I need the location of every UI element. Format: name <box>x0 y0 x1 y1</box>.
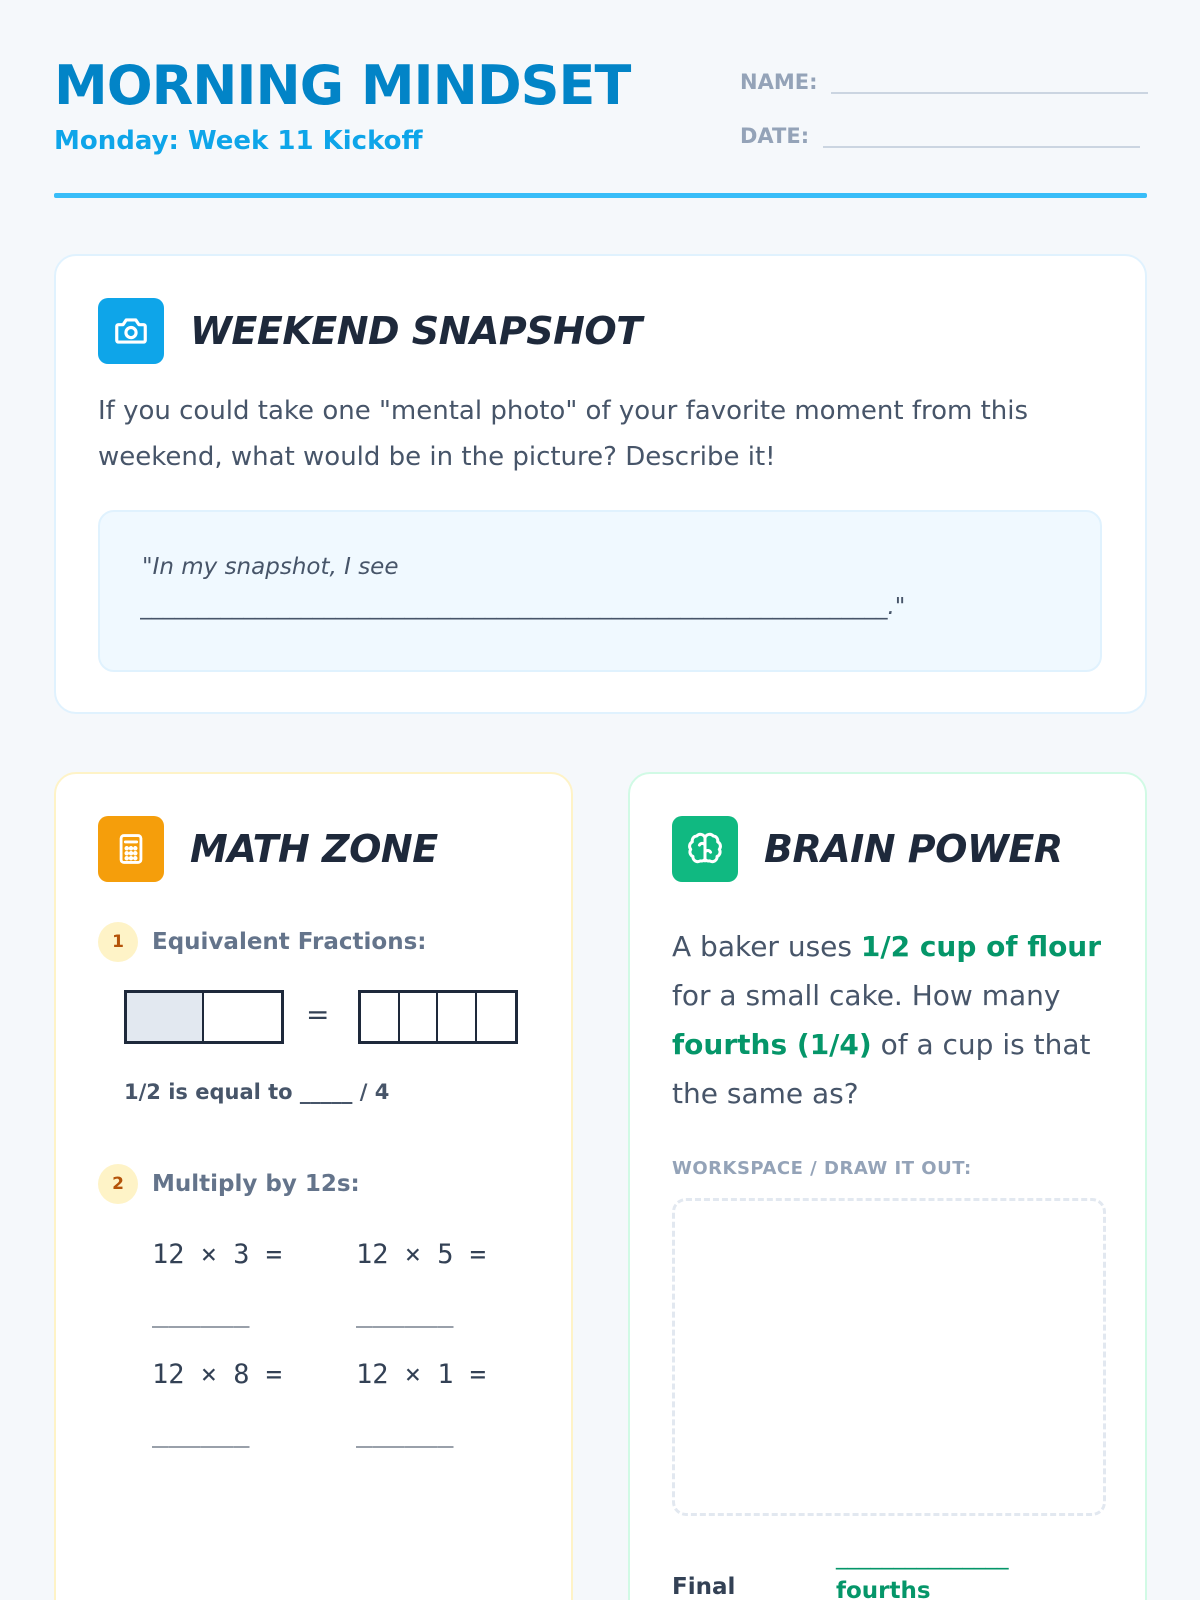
problem-text: for a small cake. How many <box>672 979 1061 1012</box>
final-answer-label: Final <box>672 1574 736 1600</box>
multiplication-problem[interactable] <box>356 1346 526 1462</box>
card-header <box>98 298 642 364</box>
header <box>54 52 630 156</box>
multiplication-problem[interactable] <box>356 1226 526 1342</box>
equivalence-statement[interactable]: 1/2 is equal to _____ / 4 <box>124 1080 390 1104</box>
answer-blank[interactable]: ______ <box>152 1297 250 1328</box>
problem-text: of a cup is that the same as? <box>672 1028 1091 1110</box>
page-subtitle: Monday: Week 11 Kickoff <box>54 126 423 156</box>
multiplication-problem[interactable] <box>152 1346 322 1462</box>
date-field[interactable] <box>740 124 1140 148</box>
math-zone-card <box>54 772 573 1600</box>
weekend-snapshot-card <box>54 254 1147 714</box>
halves-model <box>124 990 284 1044</box>
problem-text: A baker uses <box>672 930 861 963</box>
workspace-area[interactable] <box>672 1198 1106 1516</box>
multiplication-problem[interactable] <box>152 1226 322 1342</box>
response-starter: "In my snapshot, I see <box>142 554 399 580</box>
name-line[interactable] <box>831 92 1148 94</box>
fourth-cell[interactable] <box>400 993 439 1041</box>
card-header <box>98 816 438 882</box>
card-header <box>672 816 1063 882</box>
date-label: DATE: <box>740 124 810 148</box>
final-answer-unit: fourths <box>836 1578 931 1600</box>
highlight-flour: 1/2 cup of flour <box>860 930 1102 963</box>
problem-expression: 12 × 8 = <box>152 1359 283 1390</box>
name-label: NAME: <box>740 70 818 94</box>
step-equivalent-fractions <box>98 922 426 962</box>
answer-blank[interactable]: ______ <box>356 1297 454 1328</box>
name-field[interactable] <box>740 70 1148 94</box>
fourths-model[interactable] <box>358 990 518 1044</box>
step-label: Multiply by 12s: <box>152 1171 360 1197</box>
problem-expression: 12 × 5 = <box>356 1239 487 1270</box>
shaded-half <box>127 993 204 1041</box>
word-problem <box>672 922 1112 1118</box>
camera-icon <box>98 298 164 364</box>
calculator-icon <box>98 816 164 882</box>
date-line[interactable] <box>823 146 1140 148</box>
step-number: 1 <box>98 922 138 962</box>
fourth-cell[interactable] <box>438 993 477 1041</box>
answer-blank[interactable]: ______ <box>152 1417 250 1448</box>
problem-expression: 12 × 3 = <box>152 1239 283 1270</box>
workspace-label: WORKSPACE / DRAW IT OUT: <box>672 1158 972 1179</box>
highlight-fourths: fourths (1/4) <box>672 1028 872 1061</box>
page-title: MORNING MINDSET <box>54 54 631 117</box>
step-number: 2 <box>98 1164 138 1204</box>
final-answer-blank[interactable]: _______________ <box>836 1544 1009 1570</box>
step-label: Equivalent Fractions: <box>152 929 427 955</box>
fourth-cell[interactable] <box>361 993 400 1041</box>
card-title: MATH ZONE <box>190 827 438 871</box>
response-blank[interactable]: _________________________________________________________________." <box>140 594 906 620</box>
equals-sign: = <box>306 998 330 1031</box>
snapshot-response-box[interactable] <box>98 510 1102 672</box>
problem-expression: 12 × 1 = <box>356 1359 487 1390</box>
brain-power-card <box>628 772 1147 1600</box>
unshaded-half <box>204 993 281 1041</box>
brain-icon <box>672 816 738 882</box>
answer-blank[interactable]: ______ <box>356 1417 454 1448</box>
snapshot-prompt: If you could take one "mental photo" of your favorite moment from this weekend, what would be in the picture? Describe it! <box>98 396 1029 472</box>
step-multiply <box>98 1164 360 1204</box>
header-divider <box>54 193 1147 198</box>
card-title: WEEKEND SNAPSHOT <box>190 309 642 353</box>
fourth-cell[interactable] <box>477 993 516 1041</box>
card-title: BRAIN POWER <box>764 827 1063 871</box>
